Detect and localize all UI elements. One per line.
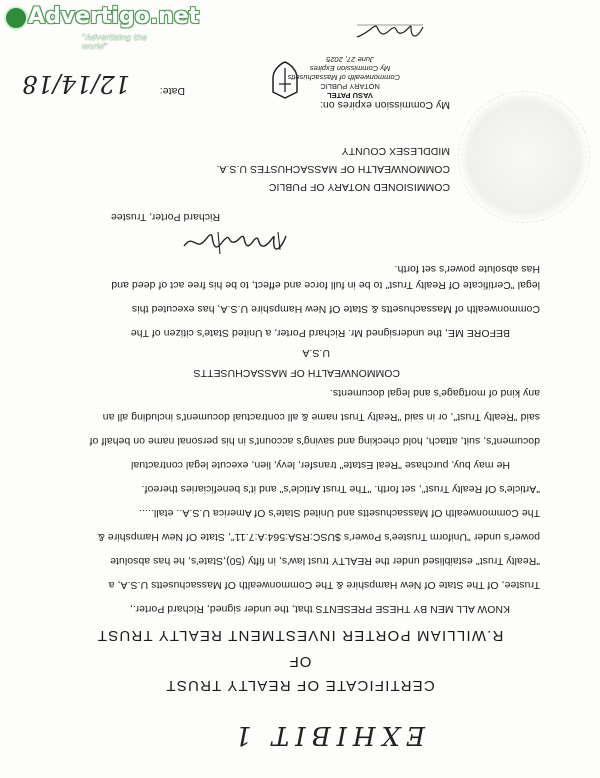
trustee-name: Richard Porter, Trustee xyxy=(110,211,220,222)
stamp-line: Commonwealth of Massachusetts xyxy=(287,73,400,82)
notary-signature xyxy=(355,21,425,43)
watermark-tagline: "Advertising the world" xyxy=(82,33,147,51)
acknowledgement-line: legal "Certificate Of Realty Trust" to be in full force and effect, to be his free act of deed and xyxy=(111,279,540,290)
body-line: power's under "Uniform Trustee's Power's $USC:RSA:564:A:7.11", State Of New Hampshire & xyxy=(97,531,540,542)
usa-heading: U.S.A xyxy=(302,347,330,358)
globe-icon xyxy=(4,6,28,30)
trustee-signature xyxy=(180,228,290,258)
acknowledgement-line: Commonwealth of Massachusetts & State Of New Hampshire U.S.A, has executed this xyxy=(131,303,540,314)
body-line: KNOW ALL MEN BY THESE PRESENTS that, the under signed, Richard Porter., xyxy=(130,603,510,614)
watermark-name: Advertigo.net xyxy=(28,4,200,29)
stamp-line: June 27, 2025 xyxy=(326,55,374,64)
acknowledgement-line: Has absolute power's set forth. xyxy=(394,263,540,274)
stamp-line: VASU PATEL xyxy=(327,91,373,100)
stamp-line: NOTARY PUBLIC xyxy=(320,82,380,91)
notary-stamp xyxy=(287,52,400,100)
embossed-seal xyxy=(458,91,590,223)
exhibit-label: EXHIBIT 1 xyxy=(229,720,425,750)
notary-line: COMMONWEALTH OF MASSACHUSTES U.S.A. xyxy=(216,163,450,174)
body-line: said "Realty Trust", or in said "Realty Trust name & all contractual document's including all an xyxy=(102,411,540,422)
body-line: any kind of mortgage's and legal documents. xyxy=(329,387,540,398)
certificate-title-of: OF xyxy=(288,653,312,670)
body-line: He may buy, purchase "Real Estate" transfer, levy, lien, execute legal contractual xyxy=(130,459,510,470)
notary-line: COMMISIONED NOTARY OF PUBLIC xyxy=(268,181,450,192)
body-line: "Article's Of Realty Trust", set forth. "The Trust Article's" and it's beneficiaries thereof. xyxy=(141,483,540,494)
body-line: The Commonwealth Of Massachusetts and United State's Of America U.S.A.. etall..... xyxy=(138,507,540,518)
stamp-line: My Commission Expires xyxy=(309,64,391,73)
advertigo-watermark xyxy=(4,4,200,51)
date-label: Date: xyxy=(159,85,185,96)
commonwealth-heading: COMMONWEALTH OF MASSACHUSETTS xyxy=(193,367,400,378)
notary-line: MIDDLESEX COUNTY xyxy=(341,145,450,156)
acknowledgement-line: BEFORE ME, the undersigned Mr. Richard Porter, a United State's citizen of The xyxy=(130,327,510,338)
body-line: document's, suit, attach, hold checking and saving's account's in his personal name on behalf of xyxy=(89,435,540,446)
body-line: Trustee, Of The State Of New Hampshire & The Commonwealth Of Massachusetts U.S.A, a xyxy=(108,579,540,590)
certificate-title: CERTIFICATE OF REALTY TRUST xyxy=(165,677,435,694)
stamp-emblem-icon xyxy=(270,60,300,100)
body-line: "Realty Trust" estaiblised under the REALTY trust law's, in fifty (50),State's, he has absolute xyxy=(110,555,540,566)
commission-label: My Commission expires on: xyxy=(319,99,450,110)
handwritten-date: 12/14/18 xyxy=(22,70,130,98)
trust-name: R.WILLIAM PORTER INVESTMENT REALTY TRUST xyxy=(96,627,504,644)
